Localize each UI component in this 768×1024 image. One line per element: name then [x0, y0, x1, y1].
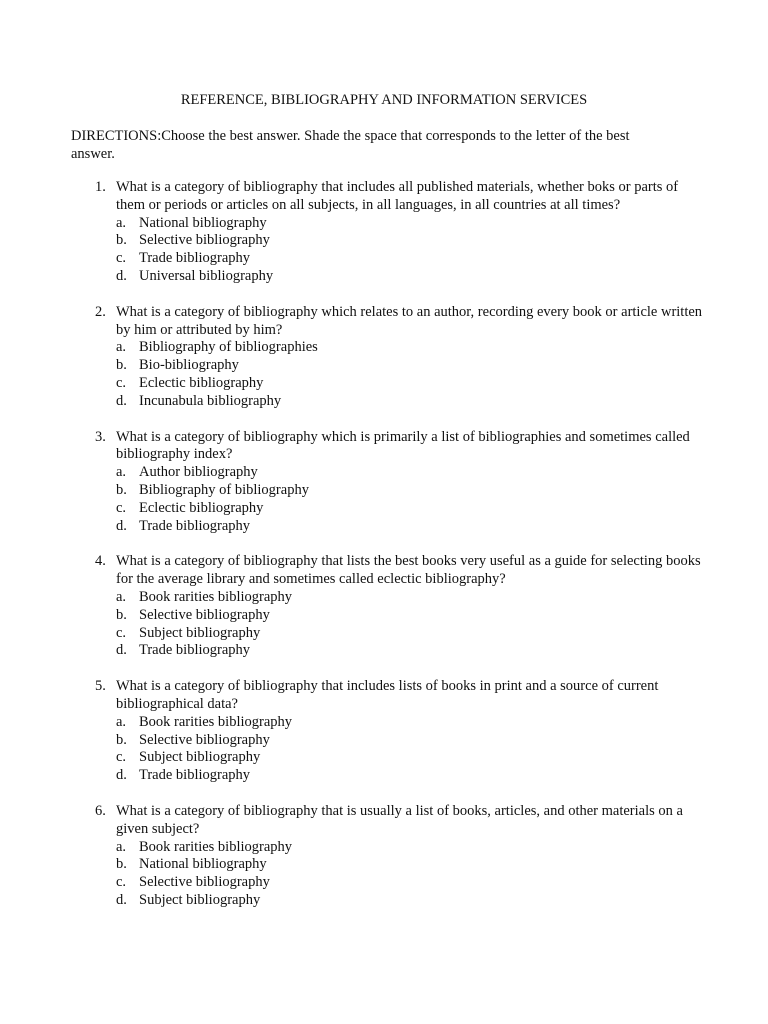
document-title: REFERENCE, BIBLIOGRAPHY AND INFORMATION SERVICES [180, 92, 588, 108]
option-letter: c. [116, 624, 127, 641]
option-d [71, 767, 711, 785]
question-number: 5. [95, 678, 106, 695]
option-b [71, 357, 711, 375]
option-d [71, 393, 711, 411]
question-3 [71, 429, 711, 536]
option-letter: b. [116, 481, 127, 498]
option-text: Trade bibliography [139, 767, 251, 784]
option-letter: a. [116, 838, 127, 855]
option-text: Incunabula bibliography [139, 392, 282, 409]
option-letter: b. [116, 232, 127, 249]
option-text: Trade bibliography [139, 517, 251, 534]
question-number: 1. [95, 179, 106, 195]
option-a [71, 589, 711, 607]
question-text: What is a category of bibliography that includes lists of books in print and a source of current bibliographical data? [116, 678, 659, 712]
option-text: Selective bibliography [139, 606, 270, 623]
option-letter: c. [116, 499, 127, 516]
option-b [71, 607, 711, 625]
option-c [71, 625, 711, 643]
option-b [71, 732, 711, 750]
question-6 [71, 803, 711, 910]
question-list [71, 179, 711, 928]
option-text: Bio-bibliography [139, 357, 239, 374]
option-letter: c. [116, 749, 127, 766]
option-letter: d. [116, 517, 127, 534]
option-d [71, 642, 711, 660]
option-letter: b. [116, 606, 127, 623]
question-5 [71, 678, 711, 785]
option-text: Book rarities bibliography [139, 588, 293, 605]
option-letter: a. [116, 339, 127, 356]
option-letter: d. [116, 392, 127, 409]
option-c [71, 250, 711, 268]
question-number: 6. [95, 802, 106, 819]
option-c [71, 500, 711, 518]
option-b [71, 482, 711, 500]
option-a [71, 339, 711, 357]
option-letter: a. [116, 588, 127, 605]
option-text: Bibliography of bibliographies [139, 339, 318, 356]
option-d [71, 892, 711, 910]
option-a [71, 714, 711, 732]
question-text: What is a category of bibliography that includes all published materials, whether boks or parts of them or periods or articles on all subjects, in all languages, in all countries at all times? [116, 179, 679, 213]
option-text: Universal bibliography [139, 267, 274, 284]
option-text: Selective bibliography [139, 232, 270, 249]
directions-text: DIRECTIONS:Choose the best answer. Shade the space that corresponds to the letter of the best answer. [71, 128, 630, 162]
question-number: 3. [95, 428, 106, 445]
option-letter: a. [116, 464, 127, 481]
option-letter: a. [116, 214, 127, 231]
option-text: Selective bibliography [139, 874, 270, 891]
question-number: 4. [95, 553, 106, 570]
question-text: What is a category of bibliography that is usually a list of books, articles, and other materials on a given subject? [116, 802, 683, 837]
option-a [71, 215, 711, 233]
option-text: Eclectic bibliography [139, 374, 264, 391]
option-c [71, 375, 711, 393]
option-b [71, 856, 711, 874]
option-text: Author bibliography [139, 464, 258, 481]
option-letter: c. [116, 374, 127, 391]
option-c [71, 874, 711, 892]
option-a [71, 464, 711, 482]
option-letter: d. [116, 267, 127, 284]
option-text: Bibliography of bibliography [139, 481, 309, 498]
option-text: Subject bibliography [139, 749, 261, 766]
option-text: National bibliography [139, 214, 267, 231]
option-letter: c. [116, 874, 127, 891]
question-text: What is a category of bibliography that lists the best books very useful as a guide for selecting books for the average library and sometimes called eclectic bibliography? [116, 553, 701, 588]
option-d [71, 518, 711, 536]
option-text: Eclectic bibliography [139, 499, 264, 516]
option-text: Subject bibliography [139, 891, 261, 908]
option-text: National bibliography [139, 856, 267, 873]
option-letter: b. [116, 731, 127, 748]
option-text: Trade bibliography [139, 250, 251, 267]
option-text: Book rarities bibliography [139, 713, 293, 730]
option-text: Selective bibliography [139, 731, 270, 748]
option-b [71, 232, 711, 250]
option-text: Trade bibliography [139, 642, 251, 659]
option-d [71, 268, 711, 286]
question-2 [71, 304, 711, 411]
option-letter: d. [116, 767, 127, 784]
question-text: What is a category of bibliography which relates to an author, recording every book or article written by him or attributed by him? [116, 303, 703, 338]
option-letter: b. [116, 856, 127, 873]
option-letter: d. [116, 642, 127, 659]
option-letter: d. [116, 891, 127, 908]
option-letter: b. [116, 357, 127, 374]
option-text: Book rarities bibliography [139, 838, 293, 855]
question-text: What is a category of bibliography which is primarily a list of bibliographies and sometimes called bibliography index? [116, 428, 690, 463]
question-1 [71, 179, 711, 286]
question-4 [71, 553, 711, 660]
option-letter: a. [116, 713, 127, 730]
question-number: 2. [95, 303, 106, 320]
option-a [71, 839, 711, 857]
option-c [71, 749, 711, 767]
option-letter: c. [116, 250, 127, 267]
option-text: Subject bibliography [139, 624, 261, 641]
